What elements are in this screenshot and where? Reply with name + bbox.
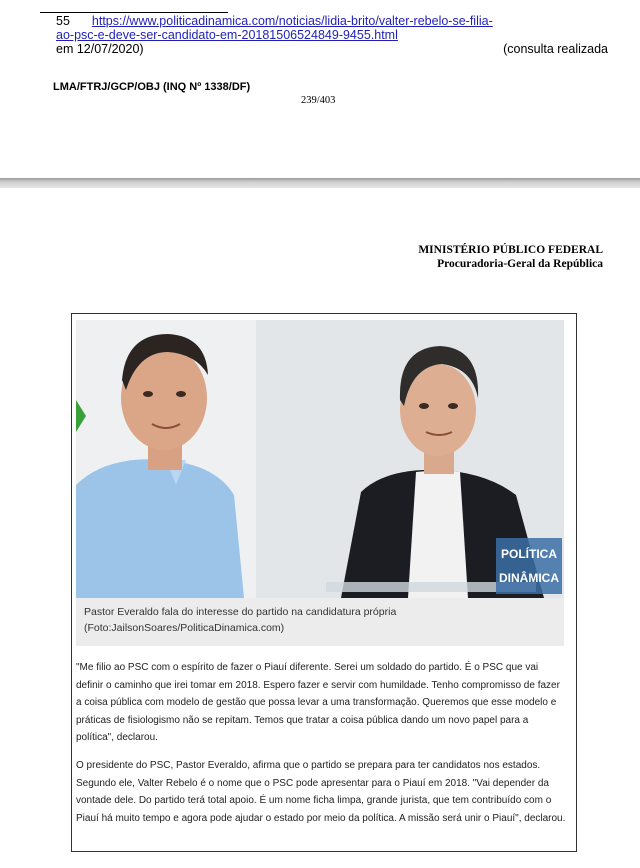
- article-paragraph-2: O presidente do PSC, Pastor Everaldo, afirma que o partido se prepara para ter candidatos nos estados. Segundo ele, Valter Rebelo é o nome que o PSC pode apresentar para o Piauí em 2018. "Vai depender da vontade dele. Do partido terá total apoio. É um nome ficha limpa, grande jurista, que tem contribuído com o Piauí há muito tempo e agora pode ajudar o estado por meio da política. A missão será unir o Piauí", declarou.: [76, 760, 566, 824]
- caption-credit: (Foto:JailsonSoares/PoliticaDinamica.com): [84, 621, 285, 634]
- blue-shirt: [76, 459, 244, 598]
- photo-illustration: [76, 320, 564, 598]
- institution-header: [418, 243, 603, 271]
- footnote-date: em 12/07/2020): [56, 42, 144, 56]
- footnote-link[interactable]: https://www.politicadinamica.com/noticias/lidia-brito/valter-rebelo-se-filia- ao-psc-e-deve-ser-candidato-em-20181506524849-9455.html: [56, 14, 493, 42]
- footnote-consulted: (consulta realizada: [503, 42, 608, 56]
- white-shirt: [408, 470, 468, 598]
- page-separator: [0, 178, 640, 188]
- footnote-number: 55: [56, 14, 70, 28]
- page-number: 239/403: [301, 95, 336, 106]
- article-photo: [76, 320, 564, 598]
- footnote: [56, 14, 608, 56]
- institution-department: Procuradoria-Geral da República: [437, 258, 603, 270]
- watermark-text-2: DINÂMICA: [499, 571, 559, 585]
- photo-caption: [84, 605, 554, 636]
- watermark-text-1: POLÍTICA: [501, 547, 557, 561]
- page-top: [0, 0, 640, 178]
- caption-line-1: Pastor Everaldo fala do interesse do partido na candidatura própria: [84, 606, 397, 618]
- article-paragraph-1: "Me filio ao PSC com o espírito de fazer o Piauí diferente. Serei um soldado do partido. É o PSC que vai definir o caminho que irei tomar em 2018. Espero fazer e servir com humildade. Tenho compromisso de fazer a coisa pública com modelo de gestão que possa levar a uma transformação. Queremos que esse modelo e práticas de fisiologismo não se repitam. Temos que tratar a coisa pública dando um novo papel para a política", declarou.: [76, 662, 560, 743]
- institution-name: MINISTÉRIO PÚBLICO FEDERAL: [418, 244, 603, 256]
- document-code: LMA/FTRJ/GCP/OBJ (INQ Nº 1338/DF): [53, 81, 251, 93]
- footnote-separator: [40, 12, 228, 13]
